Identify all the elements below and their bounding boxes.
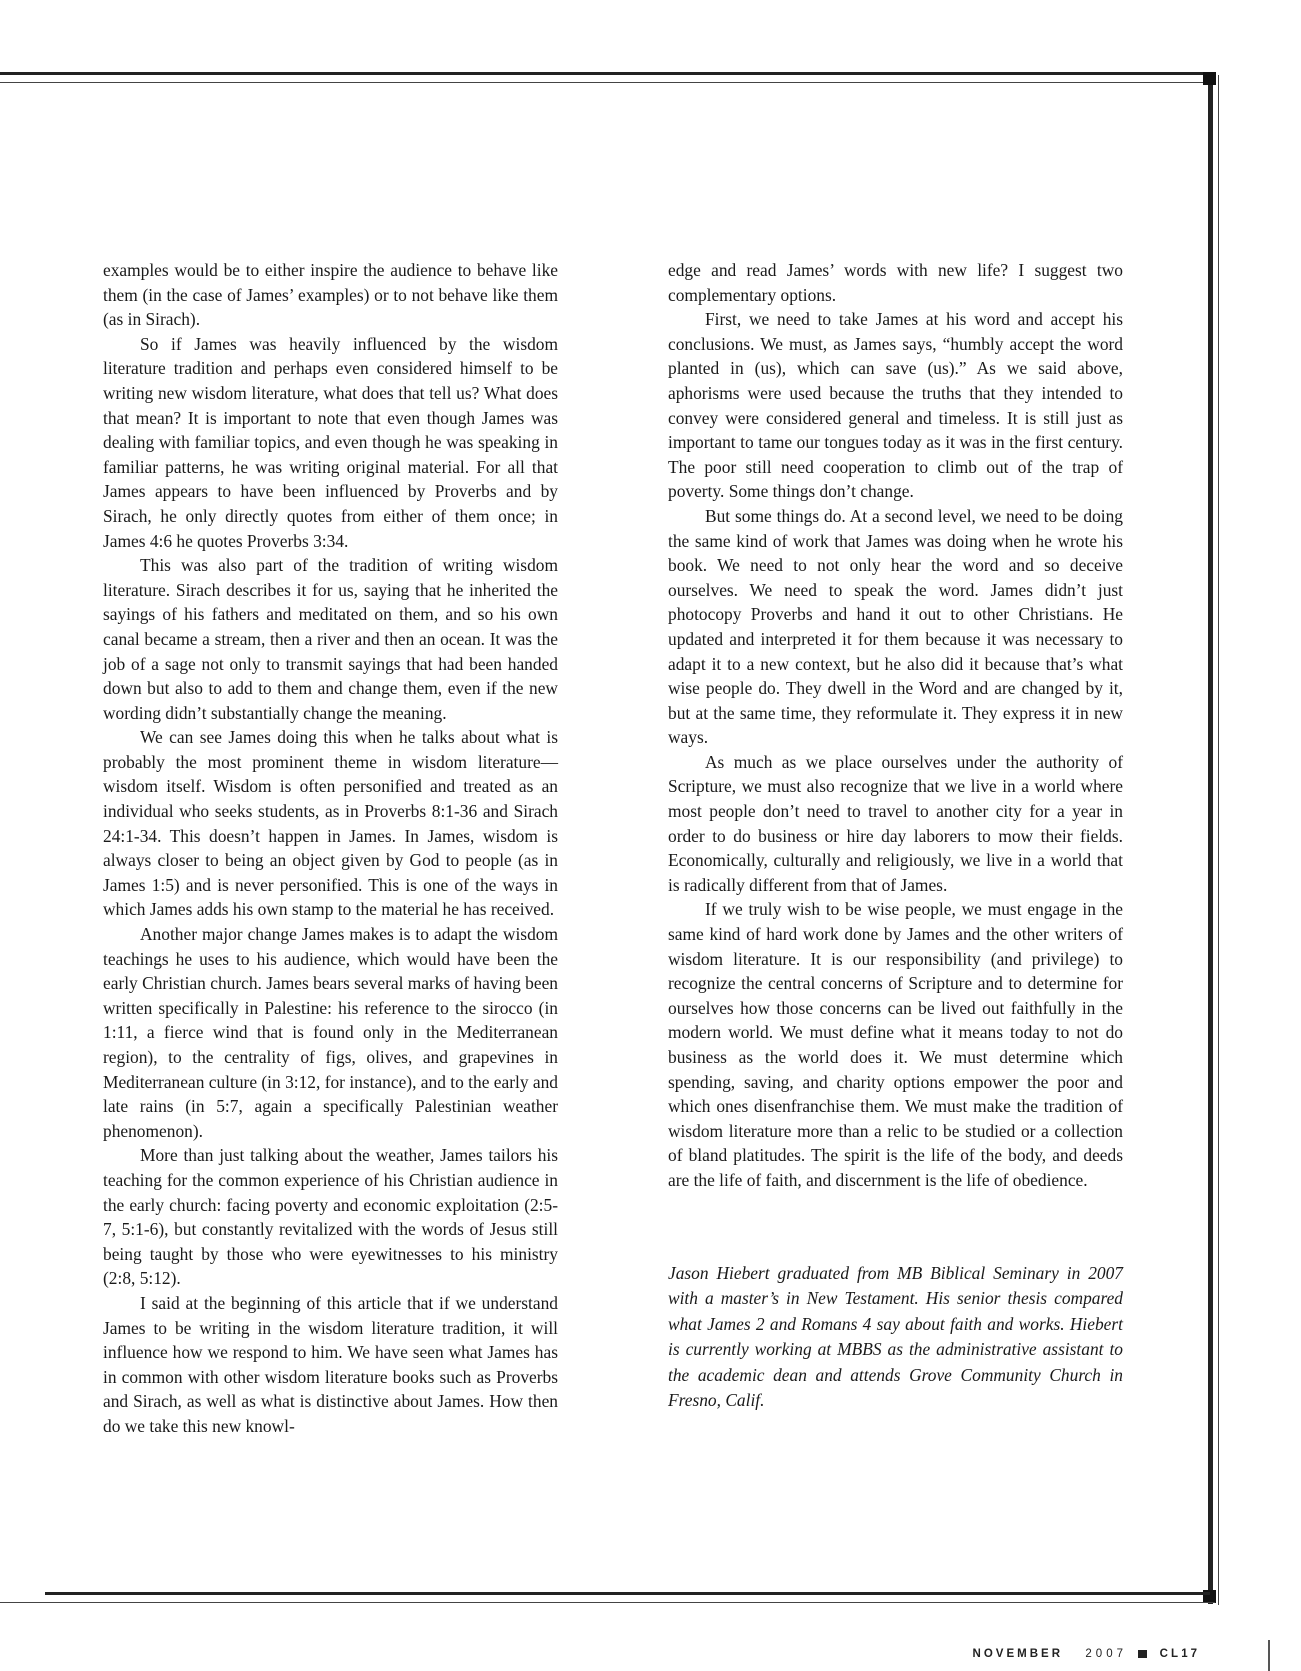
corner-square-top	[1203, 72, 1216, 85]
right-border-thin	[1218, 75, 1219, 1605]
paragraph: Another major change James makes is to adapt the wisdom teachings he uses to his audience, which would have been the early Christian church. James bears several marks of having been written specifically in Palestine: his reference to the sirocco (in 1:11, a fierce wind that is found only in the Mediterranean region), to the centrality of figs, olives, and grapevines in Mediterranean culture (in 3:12, for instance), and to the early and late rains (in 5:7, again a specifically Palestinian weather phenomenon).	[103, 924, 558, 1141]
paragraph: This was also part of the tradition of writing wisdom literature. Sirach describes it for us, saying that he inherited the sayings of his fathers and meditated on them, and so his own canal became a stream, then a river and then an ocean. It was the job of a sage not only to transmit sayings that had been handed down but also to add to them and change them, even if the new wording didn’t substantially change the meaning.	[103, 555, 558, 723]
page-footer	[0, 1648, 1245, 1668]
paragraph: examples would be to either inspire the audience to behave like them (in the case of James’ examples) or to not behave like them (as in Sirach).	[103, 260, 558, 330]
paragraph: If we truly wish to be wise people, we must engage in the same kind of hard work done by James and the other writers of wisdom literature. It is our responsibility (and privilege) to recognize the central concerns of Scripture and to determine for ourselves how those concerns can be lived out faithfully in the modern world. We must define what it means today to not do business as the world does it. We must determine which spending, saving, and charity options empower the poor and which ones disenfranchise them. We must make the tradition of wisdom literature more than a relic to be studied or a collection of bland platitudes. The spirit is the life of the body, and deeds are the life of faith, and discernment is the life of obedience.	[668, 899, 1123, 1190]
article-column-left	[103, 258, 558, 1439]
paragraph: More than just talking about the weather, James tailors his teaching for the common experience of his Christian audience in the early church: facing poverty and economic exploitation (2:5-7, 5:1-6), but constantly revitalized with the words of Jesus still being taught by those who were eyewitnesses to his ministry (2:8, 5:12).	[103, 1145, 558, 1289]
paragraph: First, we need to take James at his word and accept his conclusions. We must, as James says, “humbly accept the word planted in (us), which can save (us).” As we said above, aphorisms were used because the truths that they intended to convey were considered general and timeless. It is still just as important to tame our tongues today as it was in the first century. The poor still need cooperation to climb out of the trap of poverty. Some things don’t change.	[668, 309, 1123, 502]
footer-year: 2007	[1085, 1648, 1127, 1660]
paragraph: But some things do. At a second level, we need to be doing the same kind of work that James was doing when he wrote his book. We need to not only hear the word and so deceive ourselves. We need to speak the word. James didn’t just photocopy Proverbs and hand it out to other Christians. He updated and interpreted it for them because it was necessary to adapt it to a new context, but he also did it because that’s what wise people do. They dwell in the Word and are changed by it, but at the same time, they reformulate it. They express it in new ways.	[668, 505, 1123, 748]
footer-month: NOVEMBER	[972, 1648, 1063, 1660]
footer-publication: CL	[1159, 1648, 1181, 1660]
page-number: 17	[1181, 1648, 1200, 1660]
bottom-rule	[45, 1592, 1210, 1595]
top-rule	[0, 72, 1210, 75]
paragraph: edge and read James’ words with new life? I suggest two complementary options.	[668, 260, 1123, 305]
bottom-rule-thin	[0, 1602, 1215, 1603]
paragraph: I said at the beginning of this article that if we understand James to be writing in the wisdom literature tradition, it will influence how we respond to him. We have seen what James has in common with other wisdom literature books such as Proverbs and Sirach, as well as what is distinctive about James. How then do we take this new knowl-	[103, 1292, 558, 1436]
author-bio: Jason Hiebert graduated from MB Biblical Seminary in 2007 with a master’s in New Testament. His senior thesis compared what James 2 and Romans 4 say about faith and works. Hiebert is currently working at MBBS as the administrative assistant to the academic dean and attends Grove Community Church in Fresno, Calif.	[668, 1262, 1123, 1411]
paragraph: We can see James doing this when he talks about what is probably the most prominent theme in wisdom literature—wisdom itself. Wisdom is often personified and treated as an individual who seeks students, as in Proverbs 8:1-36 and Sirach 24:1-34. This doesn’t happen in James. In James, wisdom is always closer to being an object given by God to people (as in James 1:5) and is never personified. This is one of the ways in which James adds his own stamp to the material he has received.	[103, 727, 558, 920]
top-rule-thin	[0, 82, 1210, 83]
square-bullet-icon	[1138, 1650, 1147, 1658]
page-edge-line	[1268, 1640, 1270, 1671]
paragraph: As much as we place ourselves under the authority of Scripture, we must also recognize that we live in a world where most people don’t need to travel to another city for a year in order to do business or hire day laborers to mow their fields. Economically, culturally and religiously, we live in a world that is radically different from that of James.	[668, 751, 1123, 895]
right-border-bar	[1208, 72, 1213, 1604]
article-column-right	[668, 258, 1123, 1414]
paragraph: So if James was heavily influenced by the wisdom literature tradition and perhaps even considered himself to be writing new wisdom literature, what does that tell us? What does that mean? It is important to note that even though James was dealing with familiar topics, and even though he was speaking in familiar patterns, he was writing original material. For all that James appears to have been influenced by Proverbs and by Sirach, he only directly quotes from either of them once; in James 4:6 he quotes Proverbs 3:34.	[103, 333, 558, 551]
